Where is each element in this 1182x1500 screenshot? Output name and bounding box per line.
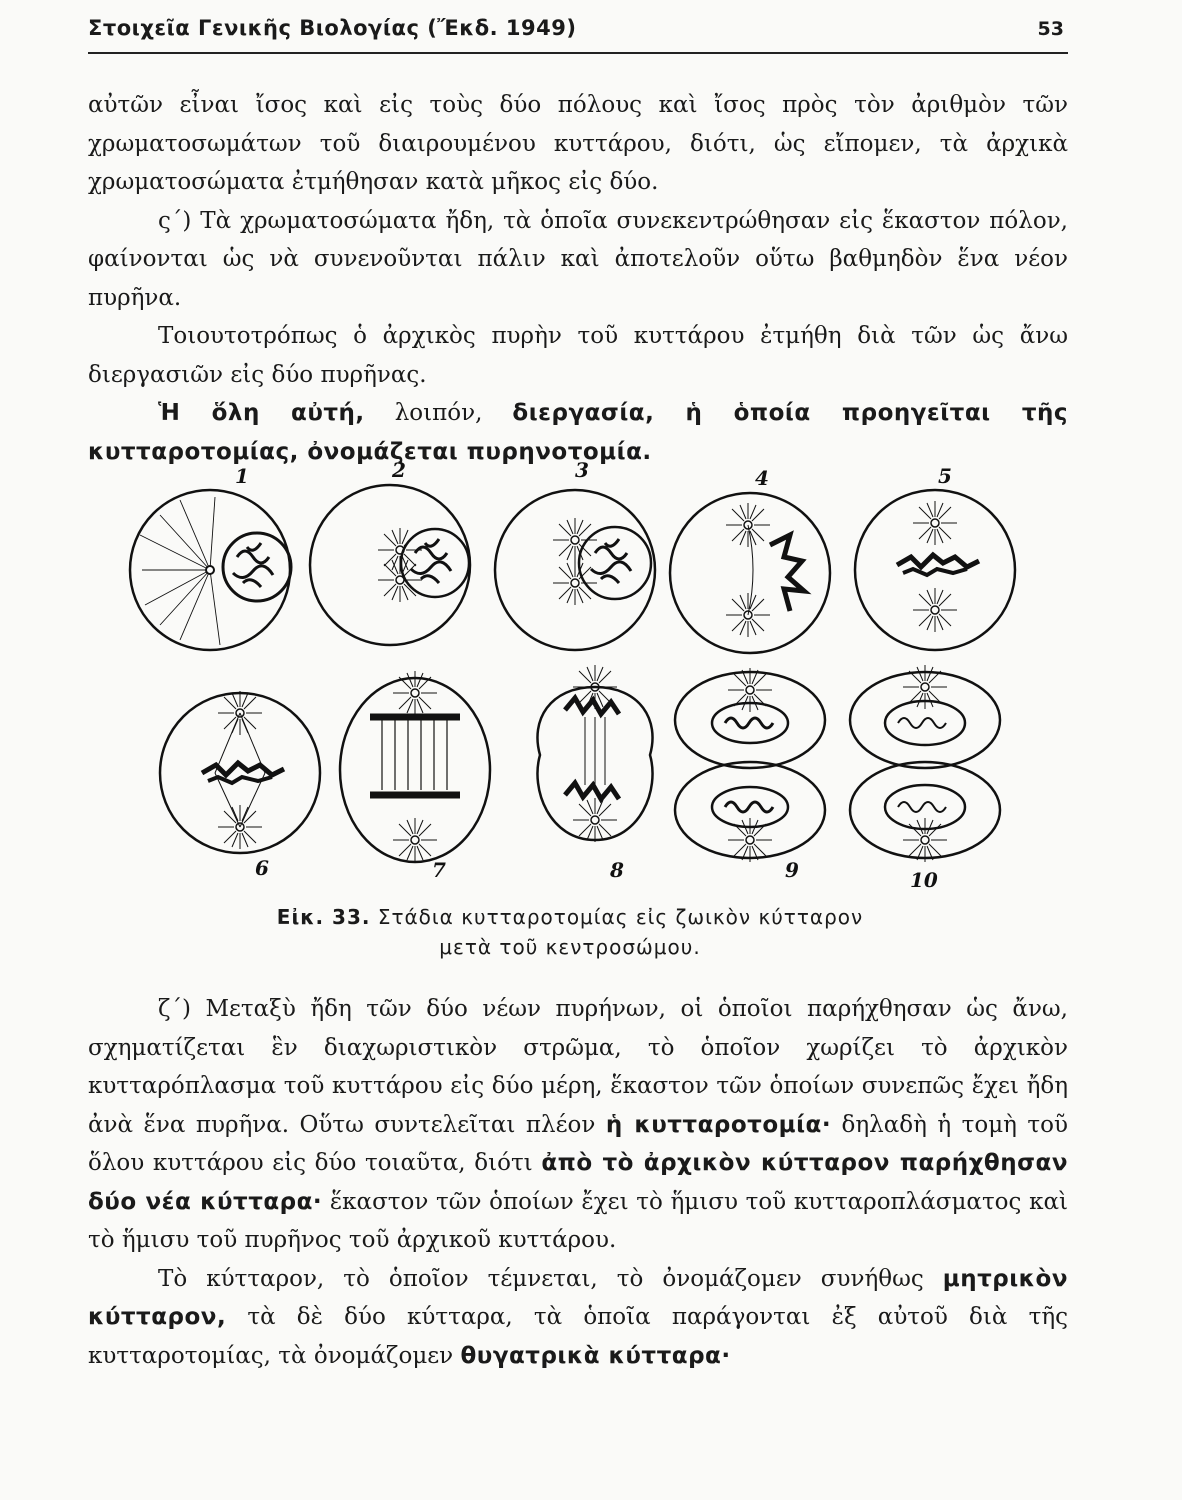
body-text-top [88, 86, 1068, 471]
cell-stage-9 [675, 668, 825, 862]
stage-label-5: 5 [938, 464, 952, 488]
plain-text: Τὸ κύτταρον, τὸ ὁποῖον τέμνεται, τὸ ὀνομάζομεν συνήθως [158, 1265, 943, 1292]
stage-label-8: 8 [610, 858, 624, 882]
running-header [88, 12, 1068, 54]
plain-text: τὰ δὲ δύο κύτταρα, τὰ ὁποῖα παράγονται ἐξ αὐτοῦ διὰ τῆς κυτταροτομίας, τὰ ὀνομάζομεν [88, 1304, 1068, 1369]
plain-text: ἕκαστον τῶν ὁποίων ἔχει τὸ ἥμισυ τοῦ κυτταροπλάσματος καὶ τὸ ἥμισυ τοῦ πυρῆνος τοῦ ἀρχικοῦ κυττάρου. [88, 1188, 1068, 1253]
bold-phrase: Ἡ ὅλη αὐτή, [158, 400, 365, 426]
stage-label-10: 10 [910, 868, 938, 892]
stage-label-3: 3 [575, 458, 589, 482]
cell-stage-2 [310, 485, 470, 645]
cell-stage-1 [130, 490, 291, 650]
paragraph-continuation: αὐτῶν εἶναι ἴσος καὶ εἰς τοὺς δύο πόλους καὶ ἴσος πρὸς τὸν ἀριθμὸν τῶν χρωματοσωμάτων τοῦ διαιρουμένου κυττάρου, διότι, ὡς εἴπομεν, τὰ ἀρχικὰ χρωματοσώματα ἐτμήθησαν κατὰ μῆκος εἰς δύο. [88, 92, 1068, 195]
plain-text: ζ΄) Μεταξὺ ἤδη τῶν δύο νέων πυρήνων, οἱ ὁποῖοι παρήχθησαν ὡς ἄνω, σχηματίζεται ἓν διαχωριστικὸν στρῶμα, τὸ ὁποῖον χωρίζει τὸ ἀρχικὸν κυτταρόπλασμα τοῦ κυττάρου εἰς δύο μέρη, ἕκαστον τῶν ὁποίων συνεπῶς ἔχει ἤδη ἀνὰ ἕνα πυρῆνα. Οὕτω συντελεῖται πλέον [88, 996, 1068, 1138]
cell-stage-6 [160, 691, 320, 853]
paragraph-summary: Τοιουτοτρόπως ὁ ἀρχικὸς πυρὴν τοῦ κυττάρου ἐτμήθη διὰ τῶν ὡς ἄνω διεργασιῶν εἰς δύο πυρῆνας. [88, 323, 1068, 388]
cell-stage-8 [537, 665, 652, 842]
paragraph-sixth-stage: ς΄) Τὰ χρωματοσώματα ἤδη, τὰ ὁποῖα συνεκεντρώθησαν εἰς ἕκαστον πόλον, φαίνονται ὡς νὰ συνενοῦνται πάλιν καὶ ἀποτελοῦν οὕτω βαθμηδὸν ἕνα νέον πυρῆνα. [88, 207, 1068, 311]
mitosis-figure [120, 455, 1020, 900]
bold-term: μητρικὸν κύτταρον, [88, 1265, 1068, 1330]
page-number: 53 [1037, 18, 1064, 40]
mitosis-stages-illustration [120, 455, 1020, 900]
stage-label-2: 2 [392, 458, 406, 482]
paragraph-mother-daughter-cells [88, 1260, 1068, 1376]
plain-text: δηλαδὴ ἡ τομὴ τοῦ ὅλου κυττάρου εἰς δύο τοιαῦτα, διότι [88, 1111, 1068, 1176]
bold-term: θυγατρικὰ κύτταρα· [460, 1342, 731, 1369]
paragraph-seventh-stage [88, 990, 1068, 1260]
caption-line-2: μετὰ τοῦ κεντροσώμου. [439, 935, 701, 959]
book-title: Στοιχεῖα Γενικῆς Βιολογίας (Ἔκδ. 1949) [88, 16, 577, 40]
figure-caption [120, 902, 1020, 962]
figure-label: Εἰκ. 33. [276, 905, 371, 929]
cell-stage-4 [670, 493, 830, 653]
plain-phrase: λοιπόν, [364, 400, 513, 426]
bold-term: ἡ κυτταροτομία· [605, 1111, 832, 1138]
stage-label-4: 4 [755, 466, 769, 490]
bold-phrase: ἀπὸ τὸ ἀρχικὸν κύτταρον παρήχθησαν δύο νέα κύτταρα· [88, 1150, 1068, 1215]
cell-stage-10 [850, 665, 1000, 862]
cell-stage-3 [495, 490, 655, 650]
body-text-bottom [88, 990, 1068, 1375]
caption-text: Στάδια κυτταροτομίας εἰς ζωικὸν κύτταρον [377, 905, 864, 929]
stage-label-7: 7 [432, 858, 446, 882]
stage-label-9: 9 [785, 858, 799, 882]
stage-label-6: 6 [255, 856, 269, 880]
caption-line-1 [120, 902, 1020, 932]
bold-phrase: διεργασία, ἡ ὁποία προηγεῖται τῆς κυτταροτομίας, ὀνομάζεται πυρηνοτομία. [88, 400, 1069, 465]
cell-stage-7 [340, 671, 490, 862]
cell-stage-5 [855, 490, 1015, 650]
stage-label-1: 1 [235, 464, 249, 488]
